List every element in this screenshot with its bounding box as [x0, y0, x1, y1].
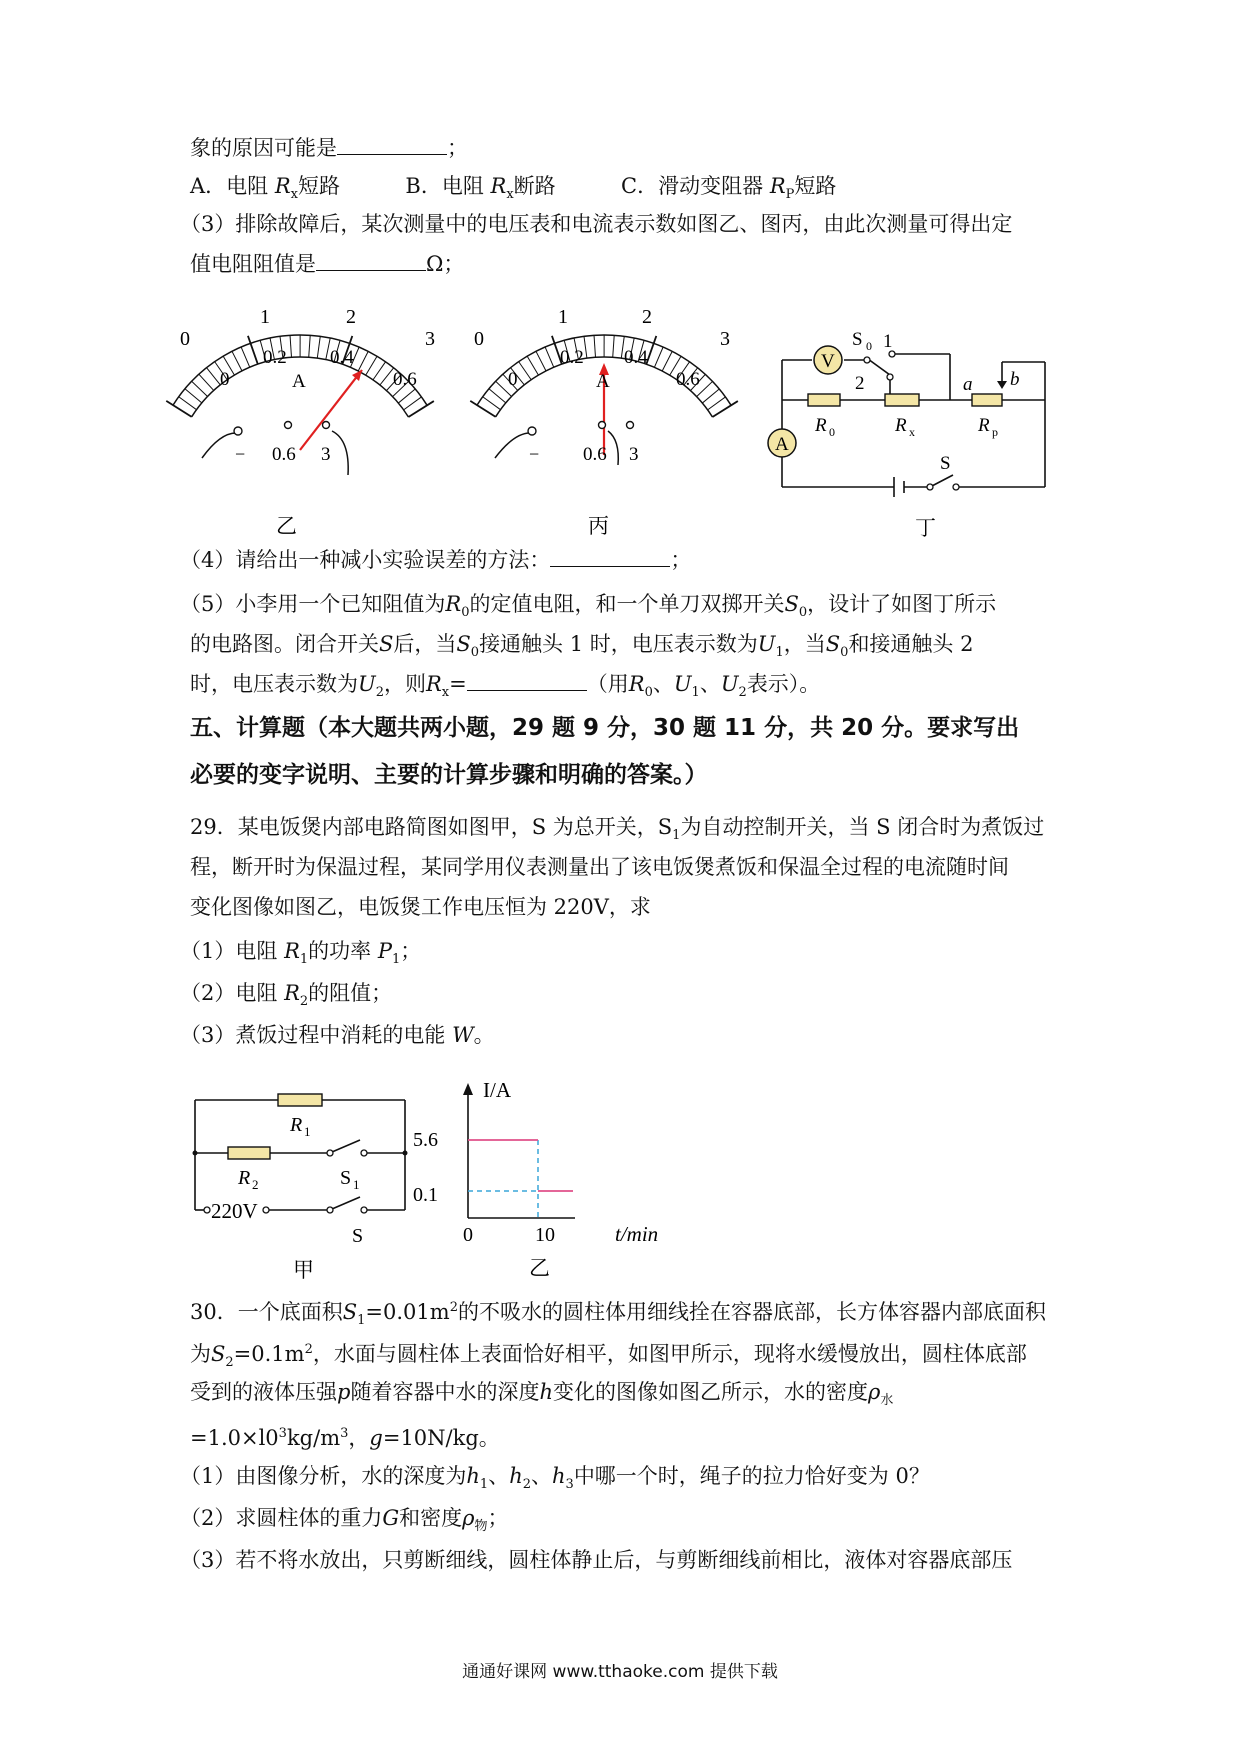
unit-label: A: [596, 371, 610, 392]
switch-subscript: 1: [353, 1177, 360, 1192]
q30-sub2: （2）求圆柱体的重力G和密度$\rho_物$；: [180, 1506, 509, 1535]
scale-tick: [185, 389, 202, 403]
terminal-label: −: [235, 444, 246, 464]
bottom-tick-label: 0: [508, 369, 518, 390]
rice-cooker-circuit-jia: [190, 1085, 430, 1285]
q30-sub3: （3）若不将水放出，只剪断细线，圆柱体静止后，与剪断细线前相比，液体对容器底部压: [180, 1548, 1013, 1572]
scale-tick: [366, 356, 377, 375]
q30-line1: 30．一个底面积$S_1=0.01m^2$的不吸水的圆柱体用细线拴在容器底部，长方体容器内部底面积: [190, 1300, 1046, 1329]
scale-tick: [527, 356, 538, 375]
rheostat-end-b: b: [1010, 369, 1020, 390]
bottom-tick-label: 0.4: [624, 347, 648, 368]
switch-label: S: [352, 1225, 364, 1247]
q29-sub2: （2）电阻 $R_2$的阻值；: [180, 981, 393, 1010]
scale-tick: [708, 397, 726, 410]
terminal-label: 3: [321, 444, 331, 465]
terminal-label: 3: [629, 444, 639, 465]
bottom-tick-label: 0.2: [560, 347, 584, 368]
x-tick-label: 0: [463, 1224, 473, 1246]
rheostat-subscript: p: [992, 425, 998, 439]
section5-heading-line2: 必要的变字说明、主要的计算步骤和明确的答案。）: [190, 762, 708, 788]
voltmeter-label: V: [821, 351, 835, 372]
figure-caption: 丁: [915, 516, 936, 540]
scale-tick: [404, 397, 422, 410]
scale-tick: [290, 335, 291, 357]
q28-part5-line2: 的电路图。闭合开关S后，当$S_0$接通触头 1 时，电压表示数为$U_1$，当$S_0$和接通触头 2: [190, 632, 974, 661]
scale-tick: [489, 389, 506, 403]
scale-tick: [358, 351, 368, 371]
q30-line4: $=1.0\times l0^3kg/m^3$，g=10N/kg。: [190, 1426, 500, 1450]
scale-tick: [662, 351, 672, 371]
ammeter-bing-figure: [470, 306, 740, 540]
q28-part3-line1: （3）排除故障后，某次测量中的电压表和电流表示数如图乙、图丙，由此次测量可得出定: [180, 212, 1013, 236]
resistor-label: R: [290, 1114, 303, 1136]
bottom-tick-label: 0: [220, 369, 230, 390]
top-tick-label: 1: [260, 306, 270, 328]
terminal-label: 0.6: [272, 444, 296, 465]
scale-tick: [398, 389, 415, 403]
page-footer: 通通好课网 www.tthaoke.com 提供下载: [462, 1662, 778, 1682]
top-tick-label: 1: [558, 306, 568, 328]
meter-needle: [300, 370, 362, 450]
figure-caption: 甲: [293, 1258, 314, 1282]
scale-tick: [519, 362, 532, 380]
bottom-tick-label: 0.4: [330, 347, 354, 368]
section5-heading-line1: 五、计算题（本大题共两小题，29 题 9 分，30 题 11 分，共 20 分。要求写出: [190, 715, 1020, 741]
switch-label: S: [340, 1167, 352, 1189]
scale-tick: [584, 336, 587, 358]
scale-tick: [646, 336, 656, 364]
scale-tick: [179, 397, 197, 410]
resistor-label: R: [895, 415, 907, 436]
figure-caption: 丙: [588, 514, 609, 538]
main-switch-label: S: [940, 453, 951, 474]
scale-tick: [373, 362, 386, 380]
contact-label-2: 2: [855, 373, 865, 394]
scale-tick: [309, 335, 310, 357]
resistor-label: R: [238, 1167, 251, 1189]
figure-caption: 乙: [529, 1256, 550, 1280]
scale-tick: [483, 397, 501, 410]
y-axis-label: I/A: [483, 1078, 511, 1102]
q29-line2: 程，断开时为保温过程，某同学用仪表测量出了该电饭煲煮饭和保温全过程的电流随时间: [190, 855, 1009, 879]
terminal-label: −: [529, 444, 540, 464]
ammeter-yi-figure: [180, 306, 450, 540]
q29-line3: 变化图像如图乙，电饭煲工作电压恒为 220V，求: [190, 895, 651, 919]
bottom-tick-label: 0.6: [393, 369, 417, 390]
scale-tick: [380, 368, 394, 385]
rheostat-end-a: a: [963, 374, 973, 395]
resistor-label: R: [815, 415, 827, 436]
switch-label: S: [852, 329, 863, 350]
resistor-subscript: 2: [252, 1177, 259, 1192]
circuit-ding-figure: [770, 325, 1060, 545]
resistor-subscript: 1: [304, 1124, 311, 1139]
scale-tick: [207, 368, 221, 385]
scale-tick: [192, 381, 208, 396]
switch-subscript: 0: [866, 339, 872, 353]
top-tick-label: 0: [180, 328, 190, 350]
q30-line3: 受到的液体压强p随着容器中水的深度h变化的图像如图乙所示，水的密度$\rho_水$: [190, 1380, 894, 1409]
scale-tick: [199, 374, 214, 390]
current-time-graph: [413, 1075, 695, 1280]
voltage-label: 220V: [211, 1199, 258, 1223]
q28-options: A．电阻 $R_x$短路 B．电阻 $R_x$断路 C．滑动变阻器 $R_P$短路: [190, 174, 837, 203]
q28-part5-line3: 时，电压表示数为$U_2$，则$R_x=$ （用$R_0$、$U_1$、$U_2$表示）。: [190, 672, 821, 701]
bottom-tick-label: 0.2: [263, 347, 287, 368]
resistor-subscript: 0: [829, 425, 835, 439]
top-tick-label: 2: [642, 306, 652, 328]
top-tick-label: 0: [474, 328, 484, 350]
q29-sub1: （1）电阻 $R_1$的功率 $P_1$；: [180, 939, 422, 968]
scale-tick: [232, 351, 242, 371]
x-tick-label: 10: [535, 1224, 555, 1246]
figure-caption: 乙: [276, 514, 297, 538]
rheostat-label: R: [978, 415, 990, 436]
ammeter-label: A: [775, 434, 789, 455]
scale-tick: [248, 336, 258, 364]
bottom-tick-label: 0.6: [676, 369, 700, 390]
q28-part4: （4）请给出一种减小实验误差的方法： ；: [180, 548, 692, 572]
q28-part3-line2: 值电阻阻值是 Ω；: [190, 252, 465, 276]
scale-tick: [654, 347, 663, 367]
q29-sub3: （3）煮饭过程中消耗的电能 W。: [180, 1023, 495, 1047]
q30-line2: 为$S_2=0.1m^2$，水面与圆柱体上表面恰好相平，如图甲所示，现将水缓慢放出，圆柱体底部: [190, 1342, 1027, 1371]
scale-tick: [702, 389, 719, 403]
q28-line-1: 象的原因可能是 ；: [190, 136, 468, 160]
resistor-subscript: x: [909, 425, 915, 439]
scale-tick: [594, 335, 595, 357]
scale-tick: [613, 335, 614, 357]
unit-label: A: [292, 371, 306, 392]
top-tick-label: 3: [425, 328, 435, 350]
top-tick-label: 2: [346, 306, 356, 328]
x-axis-label: t/min: [615, 1222, 659, 1246]
y-tick-label: 5.6: [413, 1129, 438, 1151]
scale-tick: [536, 351, 546, 371]
y-tick-label: 0.1: [413, 1184, 438, 1206]
scale-tick: [241, 347, 250, 367]
top-tick-label: 3: [720, 328, 730, 350]
scale-tick: [317, 336, 320, 358]
contact-label-1: 1: [883, 331, 893, 352]
scale-tick: [545, 347, 554, 367]
q29-line1: 29．某电饭煲内部电路简图如图甲，S 为总开关，$S_1$为自动控制开关，当 S 闭合时为煮饭过: [190, 815, 1045, 844]
q30-sub1: （1）由图像分析，水的深度为$h_1$、$h_2$、$h_3$中哪一个时，绳子的拉力恰好变为 0？: [180, 1464, 930, 1493]
terminal-label: 0.6: [583, 444, 607, 465]
q28-part5-line1: （5）小李用一个已知阻值为$R_0$的定值电阻，和一个单刀双掷开关$S_0$，设计了如图丁所示: [180, 592, 997, 621]
